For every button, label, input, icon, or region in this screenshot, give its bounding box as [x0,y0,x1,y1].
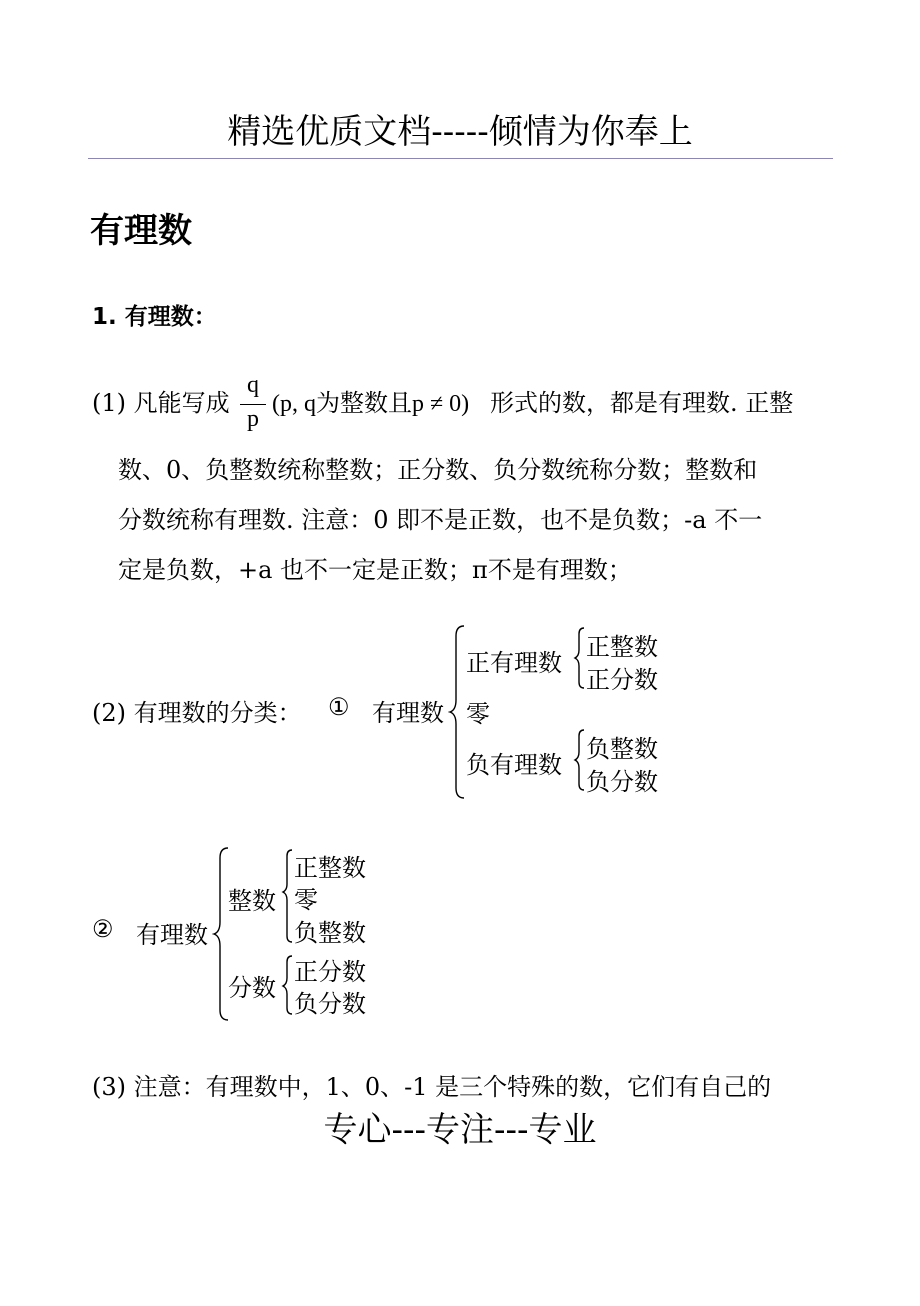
p1-lead: (1) 凡能写成 [92,389,230,417]
p1-line3: 分数统称有理数. 注意：0 即不是正数，也不是负数；-a 不一 [118,506,763,534]
fraction-numerator: q [247,372,259,398]
p1-line4: 定是负数，+a 也不一定是正数；π不是有理数； [118,556,632,584]
doc-title: 有理数 [90,211,192,251]
tree2-integer: 整数 [228,887,276,915]
p1-line2: 数、0、负整数统称整数；正分数、负分数统称分数；整数和 [118,456,758,484]
fraction-condition: (p, q为整数且p ≠ 0) [272,391,470,417]
tree1-root: 有理数 [372,699,444,727]
fraction-denominator: p [247,406,259,432]
tree2-zero: 零 [294,886,318,914]
tree2-negative-fraction: 负分数 [294,990,366,1018]
tree2-integer-brace [283,850,292,942]
tree1-main-brace [450,626,464,798]
tree1-positive-brace [575,628,584,688]
tree1-negative-brace [575,730,584,790]
p2b-marker: ② [92,915,114,943]
header-rule [88,158,833,159]
section-heading: 1. 有理数： [92,304,217,330]
p2-label: (2) 有理数的分类： [92,699,302,727]
tree1-positive-fraction: 正分数 [586,666,658,694]
tree1-zero: 零 [466,700,490,728]
tree1-positive-integer: 正整数 [586,633,658,661]
p1-after: 形式的数，都是有理数. 正整 [490,389,794,417]
tree2-fraction: 分数 [228,974,276,1002]
page-footer: 专心---专注---专业 [323,1110,597,1150]
page-header: 精选优质文档-----倾情为你奉上 [227,112,693,152]
tree1-negative-integer: 负整数 [586,735,658,763]
tree2-fraction-brace [283,956,292,1014]
p3-line1: (3) 注意：有理数中，1、0、-1 是三个特殊的数，它们有自己的 [92,1073,772,1101]
fraction-bar [240,404,266,405]
tree2-main-brace [214,848,228,1020]
tree1-negative-fraction: 负分数 [586,768,658,796]
p2-marker: ① [328,693,350,721]
tree1-negative-rational: 负有理数 [466,751,562,779]
tree2-negative-integer: 负整数 [294,919,366,947]
tree1-positive-rational: 正有理数 [466,649,562,677]
tree2-root: 有理数 [136,921,208,949]
tree2-positive-fraction: 正分数 [294,958,366,986]
tree2-positive-integer: 正整数 [294,854,366,882]
